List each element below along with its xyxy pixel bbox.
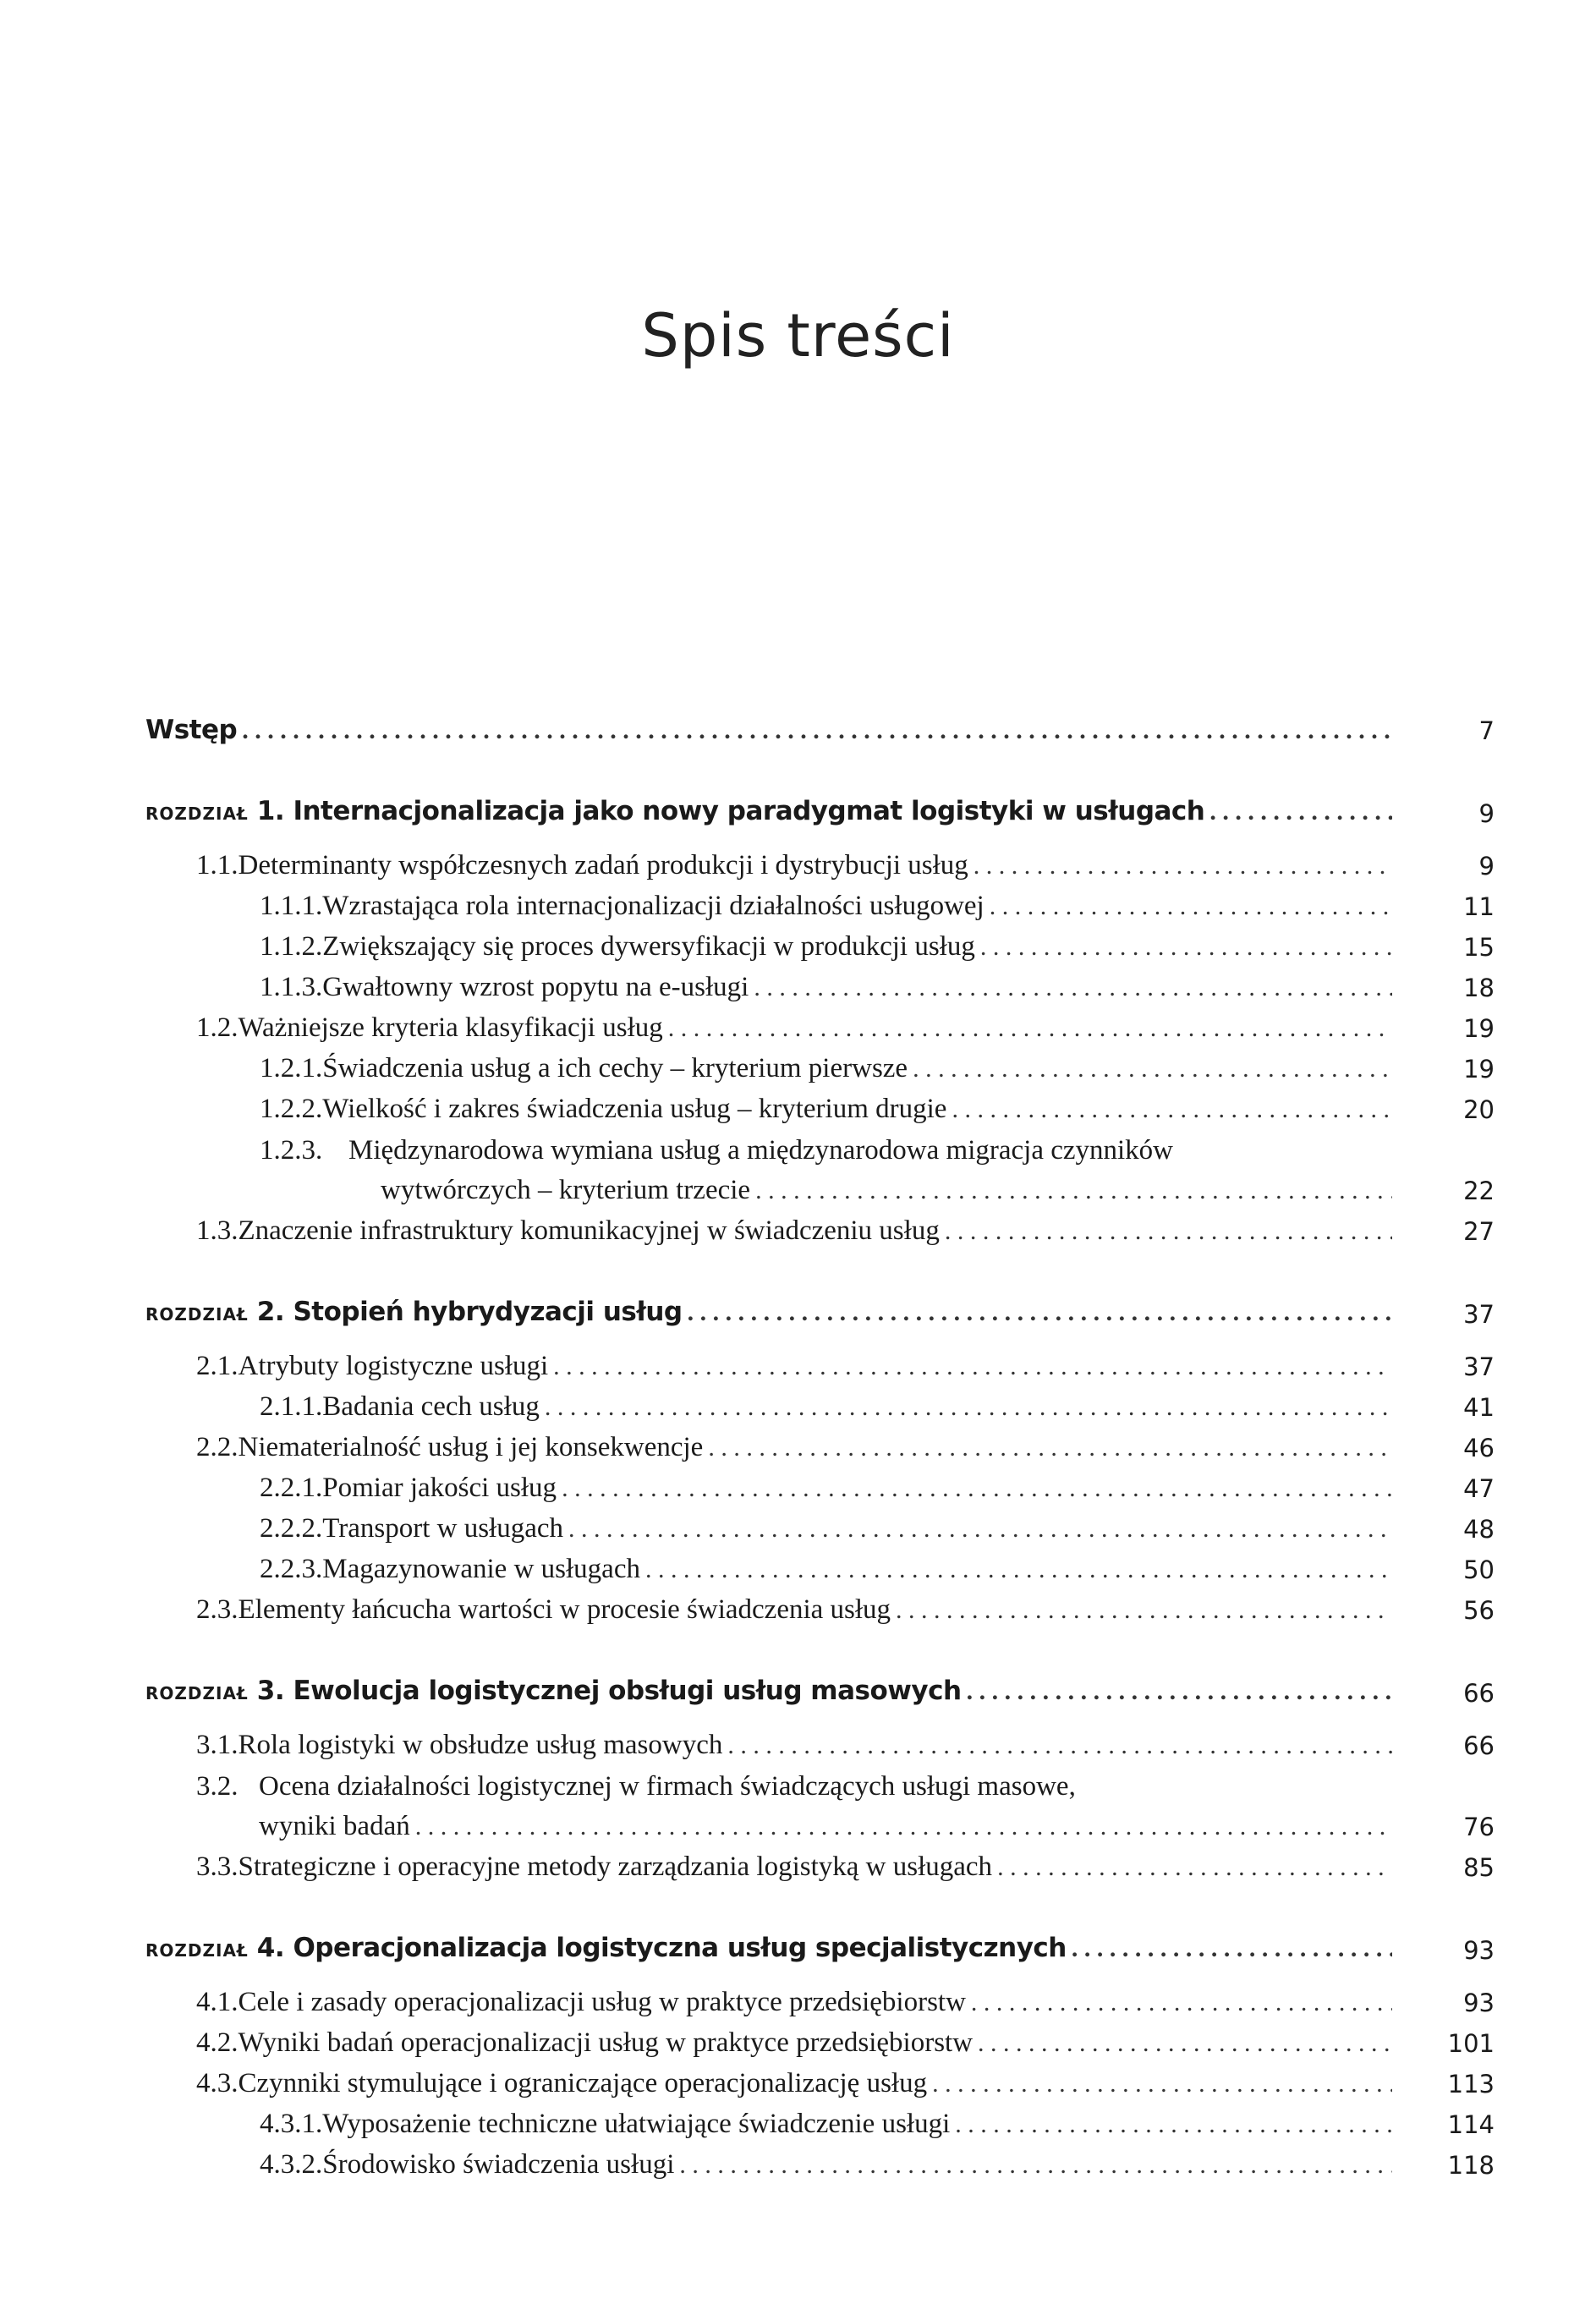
dot-leader (980, 927, 1392, 968)
dot-leader (668, 1008, 1392, 1049)
toc-entry-1-1-2[interactable] (0, 927, 1596, 968)
toc-chapter-1[interactable] (0, 793, 1596, 834)
section-title: Środowisko świadczenia usługi (322, 2149, 675, 2180)
page-title: Spis treści (641, 301, 955, 370)
section-title: Atrybuty logistyczne usługi (238, 1351, 549, 1381)
dot-leader (708, 1428, 1392, 1468)
section-number: 4.3.2. (260, 2149, 323, 2180)
toc-chapter-2[interactable] (0, 1294, 1596, 1335)
toc-entry-2-2-3[interactable] (0, 1550, 1596, 1590)
dot-leader (242, 710, 1392, 751)
dot-leader (568, 1509, 1392, 1550)
toc-entry-1-3[interactable] (0, 1211, 1596, 1252)
chapter-label: ROZDZIAŁ (145, 804, 249, 824)
section-number: 2.2.1. (260, 1473, 323, 1503)
section-title: Międzynarodowa wymiana usług a międzynarodowa migracja czynników (348, 1135, 1174, 1166)
dot-leader (913, 1049, 1392, 1089)
entry-page: 56 (1463, 1596, 1495, 1625)
toc-entry-1-1[interactable] (0, 846, 1596, 886)
section-number: 4.3.1. (260, 2109, 323, 2139)
section-title: Cele i zasady operacjonalizacji usług w praktyce przedsiębiorstw (238, 1987, 966, 2017)
entry-page: 15 (1463, 933, 1495, 962)
entry-page: 11 (1463, 892, 1495, 921)
chapter-label: ROZDZIAŁ (145, 1683, 249, 1703)
section-number: 1.2. (196, 1012, 239, 1043)
entry-page: 113 (1447, 2070, 1495, 2098)
section-title: Rola logistyki w obsłudze usług masowych (238, 1730, 723, 1760)
section-title: Badania cech usług (322, 1391, 540, 1422)
entry-page: 101 (1447, 2029, 1495, 2058)
entry-page: 9 (1478, 799, 1495, 828)
dot-leader (688, 1292, 1392, 1333)
section-title: Wzrastająca rola internacjonalizacji działalności usługowej (322, 891, 984, 921)
section-title: Transport w usługach (322, 1513, 564, 1544)
section-title: Magazynowanie w usługach (322, 1554, 640, 1584)
toc-entry-3-2-line1[interactable] (0, 1766, 1596, 1807)
entry-page: 46 (1463, 1434, 1495, 1462)
section-number: 1.1.3. (260, 972, 323, 1002)
toc-chapter-4[interactable] (0, 1930, 1596, 1971)
toc-entry-2-1-1[interactable] (0, 1387, 1596, 1428)
toc-entry-4-3-1[interactable] (0, 2104, 1596, 2145)
section-number: 2.2. (196, 1432, 239, 1462)
section-title: Wyniki badań operacjonalizacji usług w praktyce przedsiębiorstw (238, 2027, 974, 2058)
dot-leader (562, 1468, 1392, 1509)
toc-entry-4-3-2[interactable] (0, 2145, 1596, 2186)
dot-leader (945, 1211, 1392, 1252)
dot-leader (545, 1387, 1392, 1428)
entry-page: 9 (1478, 852, 1495, 880)
section-number: 2.1. (196, 1351, 239, 1381)
dot-leader (967, 1671, 1392, 1712)
section-number: 4.1. (196, 1987, 239, 2017)
dot-leader (1209, 792, 1392, 832)
entry-page: 7 (1478, 716, 1495, 745)
entry-page: 50 (1463, 1555, 1495, 1584)
section-number: 3.3. (196, 1851, 239, 1882)
section-title-continued: wyniki badań (259, 1811, 410, 1841)
dot-leader (997, 1847, 1392, 1888)
section-number: 3.1. (196, 1730, 239, 1760)
toc-entry-1-2-1[interactable] (0, 1049, 1596, 1089)
entry-page: 85 (1463, 1853, 1495, 1882)
toc-entry-2-2-2[interactable] (0, 1509, 1596, 1550)
chapter-title: Internacjonalizacja jako nowy paradygmat logistyki w usługach (293, 796, 1205, 826)
toc-entry-1-2[interactable] (0, 1008, 1596, 1049)
entry-page: 76 (1463, 1813, 1495, 1841)
section-number: 1.2.1. (260, 1053, 323, 1083)
chapter-number: 3. (256, 1676, 285, 1706)
entry-page: 37 (1463, 1300, 1495, 1329)
dot-leader (974, 846, 1392, 886)
chapter-number: 1. (256, 796, 285, 826)
entry-page: 19 (1463, 1014, 1495, 1043)
section-number: 1.1.1. (260, 891, 323, 921)
section-number: 1.2.2. (260, 1094, 323, 1124)
chapter-label: ROZDZIAŁ (145, 1304, 249, 1325)
dot-leader (755, 1171, 1392, 1211)
section-number: 4.2. (196, 2027, 239, 2058)
entry-page: 18 (1463, 974, 1495, 1002)
section-title: Ważniejsze kryteria klasyfikacji usług (238, 1012, 663, 1043)
dot-leader (955, 2104, 1392, 2145)
section-title: Zwiększający się proces dywersyfikacji w produkcji usług (322, 931, 975, 962)
section-title: Elementy łańcucha wartości w procesie świadczenia usług (238, 1594, 891, 1625)
chapter-number: 2. (256, 1297, 285, 1327)
toc-entry-intro[interactable] (0, 710, 1596, 751)
section-title: Niematerialność usług i jej konsekwencje (238, 1432, 704, 1462)
section-title: Gwałtowny wzrost popytu na e-usługi (322, 972, 749, 1002)
toc-entry-3-3[interactable] (0, 1847, 1596, 1888)
entry-page: 66 (1463, 1731, 1495, 1760)
entry-page: 118 (1447, 2151, 1495, 2180)
entry-page: 20 (1463, 1095, 1495, 1124)
toc-entry-1-2-2[interactable] (0, 1089, 1596, 1130)
dot-leader (754, 968, 1392, 1008)
entry-page: 114 (1447, 2110, 1495, 2139)
entry-page: 48 (1463, 1515, 1495, 1544)
section-title: Pomiar jakości usług (322, 1473, 557, 1503)
entry-page: 41 (1463, 1393, 1495, 1422)
section-number: 1.1. (196, 850, 239, 880)
dot-leader (952, 1089, 1392, 1130)
chapter-number: 4. (256, 1933, 285, 1963)
dot-leader (645, 1550, 1392, 1590)
entry-page: 22 (1463, 1177, 1495, 1205)
section-title: Wielkość i zakres świadczenia usług – kryterium drugie (322, 1094, 947, 1124)
section-title: Strategiczne i operacyjne metody zarządzania logistyką w usługach (238, 1851, 993, 1882)
section-number: 2.2.2. (260, 1513, 323, 1544)
entry-page: 37 (1463, 1352, 1495, 1381)
toc-entry-1-1-3[interactable] (0, 968, 1596, 1008)
toc-entry-3-1[interactable] (0, 1725, 1596, 1766)
section-number: 2.1.1. (260, 1391, 323, 1422)
dot-leader (1072, 1928, 1392, 1969)
toc-entry-1-2-3-line1[interactable] (0, 1130, 1596, 1171)
section-number: 4.3. (196, 2068, 239, 2098)
dot-leader (553, 1347, 1392, 1387)
section-title: Znaczenie infrastruktury komunikacyjnej w świadczeniu usług (238, 1215, 940, 1246)
section-number: 1.1.2. (260, 931, 323, 962)
dot-leader (971, 1983, 1392, 2023)
toc-entry-2-1[interactable] (0, 1347, 1596, 1387)
section-title: Determinanty współczesnych zadań produkcji i dystrybucji usług (238, 850, 968, 880)
entry-page: 27 (1463, 1217, 1495, 1246)
section-title: Wyposażenie techniczne ułatwiające świadczenie usługi (322, 2109, 951, 2139)
toc-entry-2-2[interactable] (0, 1428, 1596, 1468)
toc-entry-1-2-3-line2[interactable] (0, 1171, 1596, 1211)
section-number: 2.2.3. (260, 1554, 323, 1584)
section-title: Ocena działalności logistycznej w firmach świadczących usługi masowe, (259, 1771, 1076, 1802)
dot-leader (415, 1807, 1392, 1847)
section-title: Świadczenia usług a ich cechy – kryterium pierwsze (322, 1053, 908, 1083)
entry-title: Wstęp (145, 715, 238, 745)
section-number: 1.2.3. (260, 1135, 323, 1166)
toc-entry-2-3[interactable] (0, 1590, 1596, 1631)
toc-entry-4-2[interactable] (0, 2023, 1596, 2064)
toc-entry-4-1[interactable] (0, 1983, 1596, 2023)
dot-leader (679, 2145, 1392, 2186)
section-title: Czynniki stymulujące i ograniczające operacjonalizację usług (238, 2068, 928, 2098)
toc-entry-4-3[interactable] (0, 2064, 1596, 2104)
dot-leader (990, 886, 1392, 927)
toc-entry-3-2-line2[interactable] (0, 1807, 1596, 1847)
dot-leader (932, 2064, 1392, 2104)
toc-entry-2-2-1[interactable] (0, 1468, 1596, 1509)
toc-chapter-3[interactable] (0, 1673, 1596, 1714)
dot-leader (727, 1725, 1392, 1766)
chapter-title: Ewolucja logistycznej obsługi usług masowych (293, 1676, 962, 1706)
chapter-label: ROZDZIAŁ (145, 1940, 249, 1961)
chapter-title: Stopień hybrydyzacji usług (293, 1297, 683, 1327)
toc-entry-1-1-1[interactable] (0, 886, 1596, 927)
section-number: 3.2. (196, 1771, 239, 1802)
entry-page: 93 (1463, 1936, 1495, 1965)
entry-page: 66 (1463, 1679, 1495, 1708)
dot-leader (978, 2023, 1392, 2064)
section-number: 2.3. (196, 1594, 239, 1625)
entry-page: 47 (1463, 1474, 1495, 1503)
entry-page: 19 (1463, 1055, 1495, 1083)
entry-page: 93 (1463, 1989, 1495, 2017)
chapter-title: Operacjonalizacja logistyczna usług specjalistycznych (293, 1933, 1067, 1963)
section-title-continued: wytwórczych – kryterium trzecie (381, 1175, 751, 1205)
dot-leader (896, 1590, 1392, 1631)
section-number: 1.3. (196, 1215, 239, 1246)
